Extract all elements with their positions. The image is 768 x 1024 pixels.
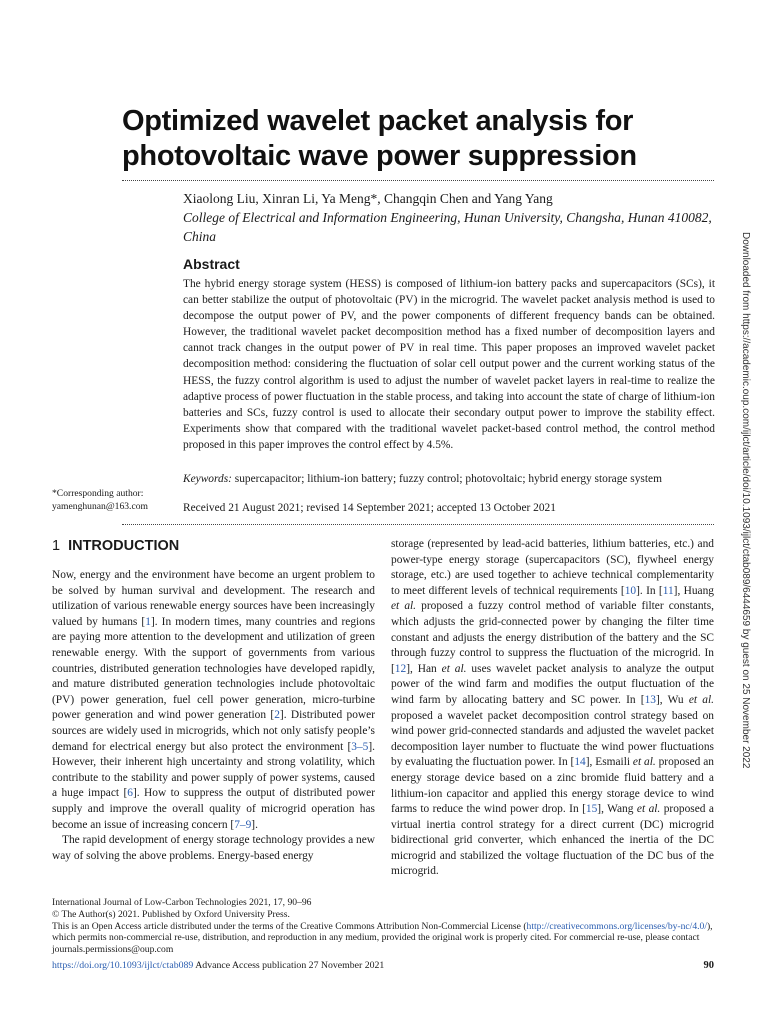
keywords	[183, 472, 715, 487]
citation-link[interactable]: 1	[145, 615, 151, 628]
page-number: 90	[703, 960, 714, 971]
corresponding-author-note	[52, 487, 182, 513]
license-link[interactable]: http://creativecommons.org/licenses/by-nc/4.0/	[526, 920, 707, 932]
license-notice	[52, 921, 716, 956]
citation-link[interactable]: 13	[644, 693, 656, 706]
corresponding-author-label: *Corresponding author:	[52, 488, 144, 499]
header-divider	[122, 524, 714, 525]
section-title: INTRODUCTION	[68, 538, 180, 554]
text-run: ].	[251, 818, 258, 831]
citation-link[interactable]: 12	[394, 662, 407, 675]
title-line-1: Optimized wavelet packet analysis for	[122, 105, 634, 137]
text-run: ]. Distributed power sources are widely used in microgrids, which not only satisfy people’s demand for electrical energy but also protect the environment [	[52, 709, 375, 753]
journal-citation: International Journal of Low-Carbon Technologies 2021, 17, 90–96	[52, 897, 312, 908]
keywords-label: Keywords:	[183, 473, 232, 485]
et-al: et al.	[441, 662, 467, 675]
corresponding-author-email: yamenghunan@163.com	[52, 501, 148, 512]
text-run: ], Huang	[673, 584, 714, 597]
received-dates: Received 21 August 2021; revised 14 September 2021; accepted 13 October 2021	[183, 502, 556, 514]
citation-link[interactable]: 10	[624, 584, 637, 597]
text-run: ]. In [	[636, 584, 663, 597]
text-run: ], Esmaili	[585, 756, 633, 769]
download-watermark: Downloaded from https://academic.oup.com/ijlct/article/doi/10.1093/ijlct/ctab089/6444659 by guest on 25 November 2022	[740, 232, 751, 769]
et-al: et al.	[632, 756, 656, 769]
text-run: proposed a wavelet packet decomposition control strategy based on wind power grid-connected standards and adjusted the wavelet packet decomposition layer number to fluctuate the wind power fluctuations by evaluating the fluctuation power. In [	[391, 709, 714, 769]
affiliation: College of Electrical and Information Engineering, Hunan University, Changsha, Hunan 410082, China	[183, 210, 712, 244]
intro-paragraph-continued	[391, 537, 714, 880]
doi-line	[52, 960, 716, 972]
citation-link[interactable]: 6	[127, 787, 133, 800]
text-run: ), which permits non-commercial re-use, distribution, and reproduction in any medium, provided the original work is properly cited. For commercial re-use, please contact journals.permissions@oup.com	[52, 920, 713, 956]
doi-link[interactable]: https://doi.org/10.1093/ijlct/ctab089	[52, 960, 194, 971]
et-al: et al.	[688, 693, 714, 706]
text-run: proposed a fuzzy control method of variable filter constants, which adjusts the grid-connected power by changing the filter time constant and adjusts the energy distribution of the battery and the SC through fuzzy control to suppress the fluctuation of the microgrid. In [	[391, 600, 714, 675]
text-run: ], Wu	[655, 693, 689, 706]
citation-link[interactable]: 2	[274, 709, 280, 722]
author-list: Xiaolong Liu, Xinran Li, Ya Meng*, Changqin Chen and Yang Yang	[183, 191, 553, 206]
abstract-heading: Abstract	[183, 256, 240, 272]
text-run: ], Han	[406, 662, 442, 675]
intro-paragraph-2: The rapid development of energy storage technology provides a new way of solving the above problems. Energy-based energy	[52, 834, 375, 862]
body-column-right	[391, 537, 714, 880]
text-run: ]. However, their inherent high uncertainty and strong volatility, which contribute to the stability and power supply of power systems, caused a huge impact [	[52, 740, 375, 800]
text-run: storage (represented by lead-acid batteries, lithium batteries, etc.) and power-type energy storage (supercapacitors (SC), flywheel energy storage, etc.) are used together to achieve technical complementarity to meet different levels of technical requirements [	[391, 538, 714, 597]
text-run: ], Wang	[597, 803, 637, 816]
body-column-left	[52, 568, 375, 864]
citation-link[interactable]: 14	[574, 756, 586, 769]
page-footer	[52, 897, 716, 956]
advance-access-text: Advance Access publication 27 November 2021	[193, 960, 385, 971]
article-title	[122, 104, 722, 174]
citation-link[interactable]: 3–5	[351, 740, 369, 753]
citation-link[interactable]: 7–9	[234, 818, 252, 831]
text-run: proposed an energy storage device based on a zinc bromide fluid battery and a lithium-ion capacitor and applied this energy storage device to wind farms to reduce the wind power drop. In [	[391, 756, 714, 816]
text-run: ]. In modern times, many countries and regions are paying more attention to the development and utilization of green renewable energy. With the support of governments from various countries, distributed generation technologies have developed rapidly, and mature distributed generation technologies include photovoltaic (PV) power generation, fuel cell power generation, micro-turbine power generation and wind power generation [	[52, 615, 375, 722]
text-run: proposed a virtual inertia control strategy for a direct current (DC) microgrid bidirectional grid converter, which enhanced the inertia of the DC microgrid and stabilized the voltage fluctuation of the DC bus of the microgrid.	[391, 803, 714, 878]
section-heading	[52, 537, 179, 555]
copyright-notice: © The Author(s) 2021. Published by Oxford University Press.	[52, 908, 290, 920]
title-line-2: photovoltaic wave power suppression	[122, 140, 637, 172]
section-number: 1	[52, 538, 61, 554]
et-al: et al.	[636, 803, 661, 816]
text-run: ]. How to suppress the output of distributed power supply and improve the overall quality of microgrid operation has become an issue of increasing concern [	[52, 787, 375, 831]
keywords-text: supercapacitor; lithium-ion battery; fuzzy control; photovoltaic; hybrid energy storage system	[234, 473, 662, 485]
text-run: uses wavelet packet analysis to analyze the output power of the wind farm and modifies the output fluctuation of the wind farm by allocating battery and SC power. In [	[391, 662, 714, 706]
et-al: et al.	[391, 600, 417, 613]
text-run: This is an Open Access article distributed under the terms of the Creative Commons Attribution Non-Commercial License (	[52, 920, 527, 932]
citation-link[interactable]: 15	[585, 803, 598, 816]
abstract-text: The hybrid energy storage system (HESS) is composed of lithium-ion battery packs and supercapacitors (SCs), it can better stabilize the output of photovoltaic (PV) in the microgrid. The wavelet packet analysis method is used to decompose the output power of PV, and the power components of different frequency bands can be obtained. However, the traditional wavelet packet decomposition method has a fixed number of decomposition layers and cannot track changes in the output power of PV in real time. This paper proposes an improved wavelet packet decomposition method: considering the fluctuation of solar cell output power and the current working status of the HESS, the fuzzy control algorithm is used to adjust the number of wavelet packet layers in real-time to realize the adaptive process of power fluctuation in the stable process, and taking into account the state of charge of lithium-ion batteries and SCs, fuzzy control is used to allocate their secondary output power to improve the stability effect. Experiments show that compared with the traditional wavelet packet-based control method, the control method proposed in this paper improves the control effect by 4.5%.	[183, 278, 715, 451]
text-run: Now, energy and the environment have become an urgent problem to be solved by human survival and development. The research and utilization of various renewable energy sources have been increasingly valued by humans [	[52, 569, 375, 628]
citation-link[interactable]: 11	[662, 584, 674, 597]
title-divider	[122, 180, 714, 181]
intro-paragraph-1	[52, 568, 375, 833]
